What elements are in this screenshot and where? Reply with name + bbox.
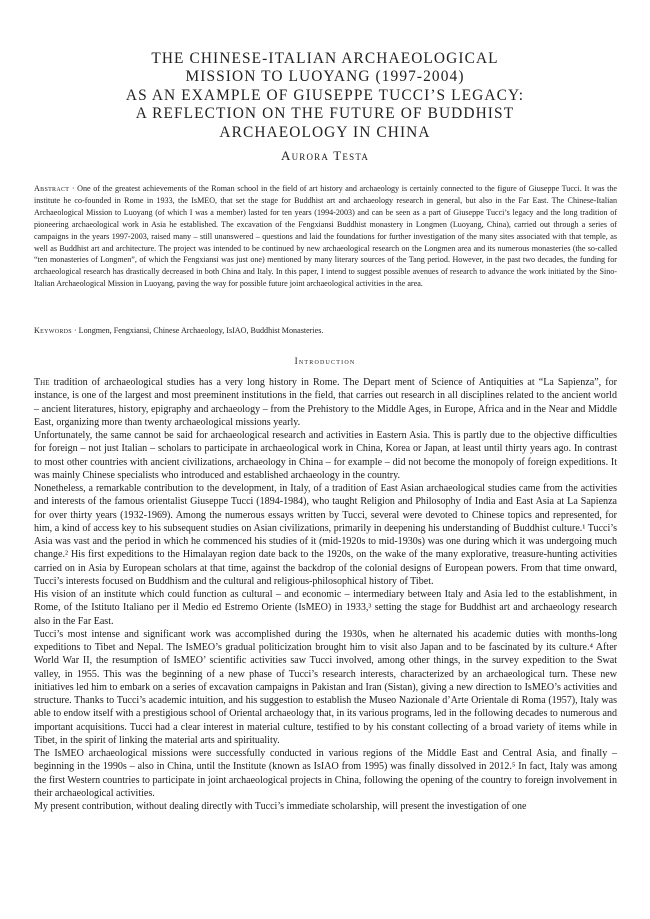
paragraph: Nonetheless, a remarkable contribution to the development, in Italy, of a tradition of East Asian archaeological studies came from the activities and interests of the famous orientalist Giuseppe Tucci (1894-1984), who taught Religion and Philosophy of India and East Asia at La Sapienza for over thirty years (1932-1969). Among the numerous essays written by Tucci, several were devoted to Chinese topics and represented, for him, a kind of access key to his subsequent studies on Asian civilizations, primarily in deepening his understanding of Buddhist culture.¹ Tucci’s Asia was vast and the period in which he commenced his studies of it (mid-1920s to mid-1930s) was one during which it was undergoing much change.² His first expeditions to the Himalayan region date back to the 1920s, on the wake of the many explorative, treasure-hunting activities carried on in Asia by European scholars at that time, against the backdrop of the colonial designs of European powers. From that time onward, Tucci’s interests focused on Buddhism and the cultural and religious-philosophical history of Tibet.: [34, 483, 617, 587]
paragraph-text: tradition of archaeological studies has a very long history in Rome. The Depart ment of Science of Antiquities at “La Sapienza”, for instance, is one of the largest and most preeminent institutions in the field, that carries out research in all disciplines related to the ancient world – ancient literatures, history, epigraphy and archaeology – from the Prehistory to the Middle Ages, in Europe, Africa and in the Near and Middle East, organizing more than twenty archaeological missions yearly.: [34, 377, 617, 428]
title-line: A REFLECTION ON THE FUTURE OF BUDDHIST: [135, 105, 515, 123]
keywords-text: · Longmen, Fengxiansi, Chinese Archaeology, IsIAO, Buddhist Monasteries.: [71, 326, 324, 335]
paragraph: The IsMEO archaeological missions were successfully conducted in various regions of the Middle East and Central Asia, and finally – beginning in the 1990s – also in China, until the Institute (known as IsIAO from 1995) was finally dissolved in 2012.⁵ In fact, Italy was among the first Western countries to participate in joint archaeological projects in China, following the opening of the country to foreign involvement in their archaeological activities.: [34, 748, 617, 799]
title-line: THE CHINESE-ITALIAN ARCHAEOLOGICAL: [151, 50, 499, 67]
article-title: [60, 50, 590, 142]
paragraph: My present contribution, without dealing directly with Tucci’s immediate scholarship, will present the investigation of one: [34, 801, 527, 812]
keywords: [34, 325, 617, 337]
paragraph: Tucci’s most intense and significant work was accomplished during the 1930s, when he alternated his academic duties with months-long expeditions to Tibet and Nepal. The IsMEO’s gradual politicization brought him to visit also Japan and to be fascinated by its culture.⁴ After World War II, the resumption of IsMEO’ scientific activities saw Tucci involved, among other things, in the survey expedition to the Swat valley, in 1955. This was the beginning of a new phase of Tucci’s research interests, characterized by an archaeological turn. These new initiatives led him to embark on a series of excavation campaigns in Pakistan and Iran (Sistan), giving a new direction to IsMEO’s activities and structure. Thanks to Tucci’s academic intuition, and his suggestion to establish the Museo Nazionale d’Arte Orientale di Roma (1957), Italy was able to endow itself with a prestigious school of Oriental archaeology that, in its various programs, led in the following decades to numerous and important acquisitions. Tucci had a clear interest in material culture, testified to by his constant collecting of a broad variety of items while in Tibet, in the spirit of linking the material arts and spirituality.: [34, 628, 617, 746]
title-line: AS AN EXAMPLE OF GIUSEPPE TUCCI’S LEGACY:: [125, 86, 525, 104]
paragraph: Unfortunately, the same cannot be said for archaeological research and activities in Eastern Asia. This is partly due to the objective difficulties for foreign – not just Italian – scholars to participate in archaeological work in China, Korea or Japan, at least until thirty years ago. In contrast to most other countries with ancient civilizations, archaeology in China – for example – did not become the monopoly of foreign expeditions. It was mainly Chinese specialists who introduced and established archaeology in the country.: [34, 430, 617, 481]
body-text: [34, 376, 617, 813]
paragraph-lead: The: [34, 377, 50, 388]
author-name: Aurora Testa: [280, 148, 370, 163]
keywords-label: Keywords: [34, 326, 72, 335]
paragraph: His vision of an institute which could function as cultural – and economic – intermediary between Italy and Asia led to the establishment, in Rome, of the Istituto Italiano per il Medio ed Estremo Oriente (IsMEO) in 1933,³ setting the stage for Buddhist art and archaeology research also in the Far East.: [34, 589, 617, 627]
paragraph: [34, 376, 617, 429]
abstract: [34, 183, 617, 290]
section-heading: Introduction: [294, 356, 356, 366]
title-line: ARCHAEOLOGY IN CHINA: [219, 123, 431, 141]
abstract-text: · One of the greatest achievements of the Roman school in the field of art history and archaeology is certainly connected to the figure of Giuseppe Tucci. It was the institute he co-founded in Rome in 1933, the IsMEO, that set the stage for Buddhist art and archaeology research in general, but also in the Far East. The Chinese-Italian Archaeological Mission to Luoyang (of which I was a member) lasted for ten years (1994-2003) and can be seen as a part of Giuseppe Tucci’s legacy and the long tradition of pioneering archaeological work in Asia he established. The excavation of the Fengxiansi Buddhist monastery in Longmen (Luoyang, China), carried out through a series of campaigns in the years 1997-2003, raised many – still unanswered – questions and laid the foundations for further investigation of the many sites associated with that temple, as well as Buddhist art and architecture. The project was intended to be continued by new archaeological research on the Longmen area and its numerous monasteries (the so-called “ten monasteries of Longmen”, of which the Fengxiansi was just one) mentioned by many literary sources of the Tang period. However, in the past two decades, the funding for archaeological research has drastically decreased in both China and Italy. In this paper, I intend to suggest possible avenues of research to advance the work initiated by the Sino-Italian Archaeological Mission in Luoyang, paving the way for possible future joint archaeological activities in the area.: [34, 184, 617, 289]
abstract-label: Abstract: [34, 184, 70, 193]
title-line: MISSION TO LUOYANG (1997-2004): [185, 68, 465, 86]
